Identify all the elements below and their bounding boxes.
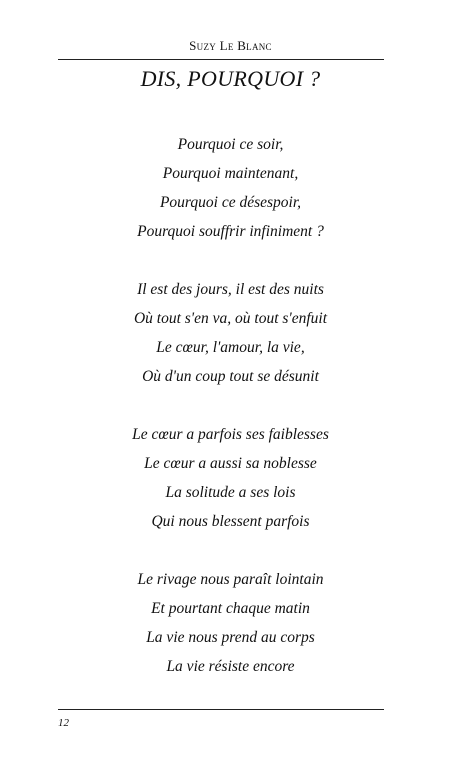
header-rule bbox=[58, 59, 384, 60]
verse-line: Et pourtant chaque matin bbox=[151, 600, 310, 617]
verse-line: La vie nous prend au corps bbox=[146, 629, 315, 646]
running-head-author: Suzy Le Blanc bbox=[189, 38, 272, 53]
verse-line: Pourquoi souffrir infiniment ? bbox=[137, 223, 324, 240]
verse-line: La solitude a ses lois bbox=[165, 484, 296, 501]
verse-line: Où tout s'en va, où tout s'enfuit bbox=[133, 310, 328, 327]
page-number: 12 bbox=[58, 717, 69, 729]
verse-line: Où d'un coup tout se désunit bbox=[142, 368, 319, 385]
verse-line: Le rivage nous paraît lointain bbox=[137, 571, 324, 588]
footer-rule bbox=[58, 709, 384, 710]
poem-title: DIS, POURQUOI ? bbox=[140, 66, 321, 91]
verse-line: La vie résiste encore bbox=[166, 658, 295, 675]
stanza-1 bbox=[0, 130, 461, 246]
verse-line: Le cœur a aussi sa noblesse bbox=[144, 455, 317, 472]
stanza-4 bbox=[0, 565, 461, 681]
stanza-3 bbox=[0, 420, 461, 536]
verse-line: Le cœur a parfois ses faiblesses bbox=[132, 426, 329, 443]
verse-line: Il est des jours, il est des nuits bbox=[137, 281, 324, 298]
poem-body bbox=[0, 130, 461, 710]
verse-line: Pourquoi ce désespoir, bbox=[159, 194, 302, 211]
verse-line: Pourquoi maintenant, bbox=[162, 165, 299, 182]
verse-line: Qui nous blessent parfois bbox=[151, 513, 310, 530]
verse-line: Le cœur, l'amour, la vie, bbox=[156, 339, 305, 356]
verse-line: Pourquoi ce soir, bbox=[177, 136, 284, 153]
stanza-2 bbox=[0, 275, 461, 391]
